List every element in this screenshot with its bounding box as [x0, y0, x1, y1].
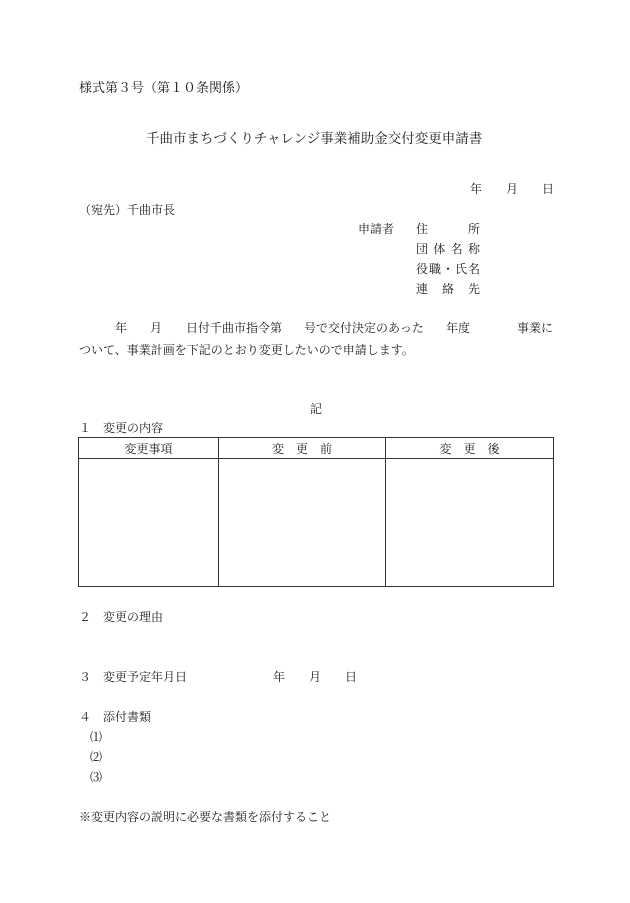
field-position-name-char: 職 — [428, 262, 441, 276]
section1-heading: １ 変更の内容 — [79, 421, 164, 435]
attachment-item-2: ⑵ — [90, 750, 103, 764]
date-year: 年 — [470, 182, 483, 196]
body-month: 月 — [150, 321, 163, 335]
field-address — [416, 223, 480, 235]
field-group-name — [416, 243, 480, 255]
ki-heading: 記 — [310, 402, 323, 416]
field-position-name — [416, 263, 480, 275]
body-decision-number: 号で交付決定のあった — [304, 321, 424, 335]
changes-table — [78, 437, 554, 587]
date-month: 月 — [506, 182, 519, 196]
attachment-item-3: ⑶ — [90, 770, 103, 784]
field-contact-char: 先 — [467, 282, 480, 296]
field-position-name-char: 役 — [416, 262, 429, 276]
section3-day: 日 — [345, 670, 358, 684]
attachment-item-1: ⑴ — [90, 730, 103, 744]
field-contact-char: 連 — [416, 282, 429, 296]
field-group-name-char: 体 — [433, 242, 446, 256]
date-day: 日 — [542, 182, 555, 196]
table-header-before: 変 更 前 — [219, 438, 386, 459]
field-contact — [416, 283, 480, 295]
section3-year: 年 — [273, 670, 286, 684]
field-address-char: 所 — [467, 222, 480, 236]
field-contact-char: 絡 — [441, 282, 454, 296]
table-header-item: 変更事項 — [79, 438, 219, 459]
body-line-2: ついて、事業計画を下記のとおり変更したいので申請します。 — [79, 343, 414, 357]
section3-heading: ３ 変更予定年月日 — [79, 670, 188, 684]
body-year: 年 — [115, 321, 128, 335]
applicant-label: 申請者 — [358, 222, 395, 236]
body-project: 事業に — [517, 321, 554, 335]
form-number: 様式第３号（第１０条関係） — [79, 81, 249, 96]
body-fiscal-year: 年度 — [446, 321, 471, 335]
field-group-name-char: 名 — [450, 242, 463, 256]
field-address-char: 住 — [416, 222, 429, 236]
table-cell-item[interactable] — [79, 459, 219, 587]
section3-month: 月 — [309, 670, 322, 684]
body-decision-ref: 日付千曲市指令第 — [186, 321, 283, 335]
field-position-name-char: ・ — [441, 262, 454, 276]
field-position-name-char: 氏 — [454, 262, 467, 276]
field-group-name-char: 団 — [416, 242, 429, 256]
footnote: ※変更内容の説明に必要な書類を添付すること — [79, 810, 332, 824]
section2-heading: ２ 変更の理由 — [79, 610, 164, 624]
table-cell-after[interactable] — [386, 459, 554, 587]
section4-heading: ４ 添付書類 — [79, 710, 152, 724]
table-header-after: 変 更 後 — [386, 438, 554, 459]
field-group-name-char: 称 — [467, 242, 480, 256]
table-cell-before[interactable] — [219, 459, 386, 587]
field-position-name-char: 名 — [467, 262, 480, 276]
document-title: 千曲市まちづくりチャレンジ事業補助金交付変更申請書 — [146, 131, 483, 147]
addressee: （宛先）千曲市長 — [79, 203, 176, 217]
